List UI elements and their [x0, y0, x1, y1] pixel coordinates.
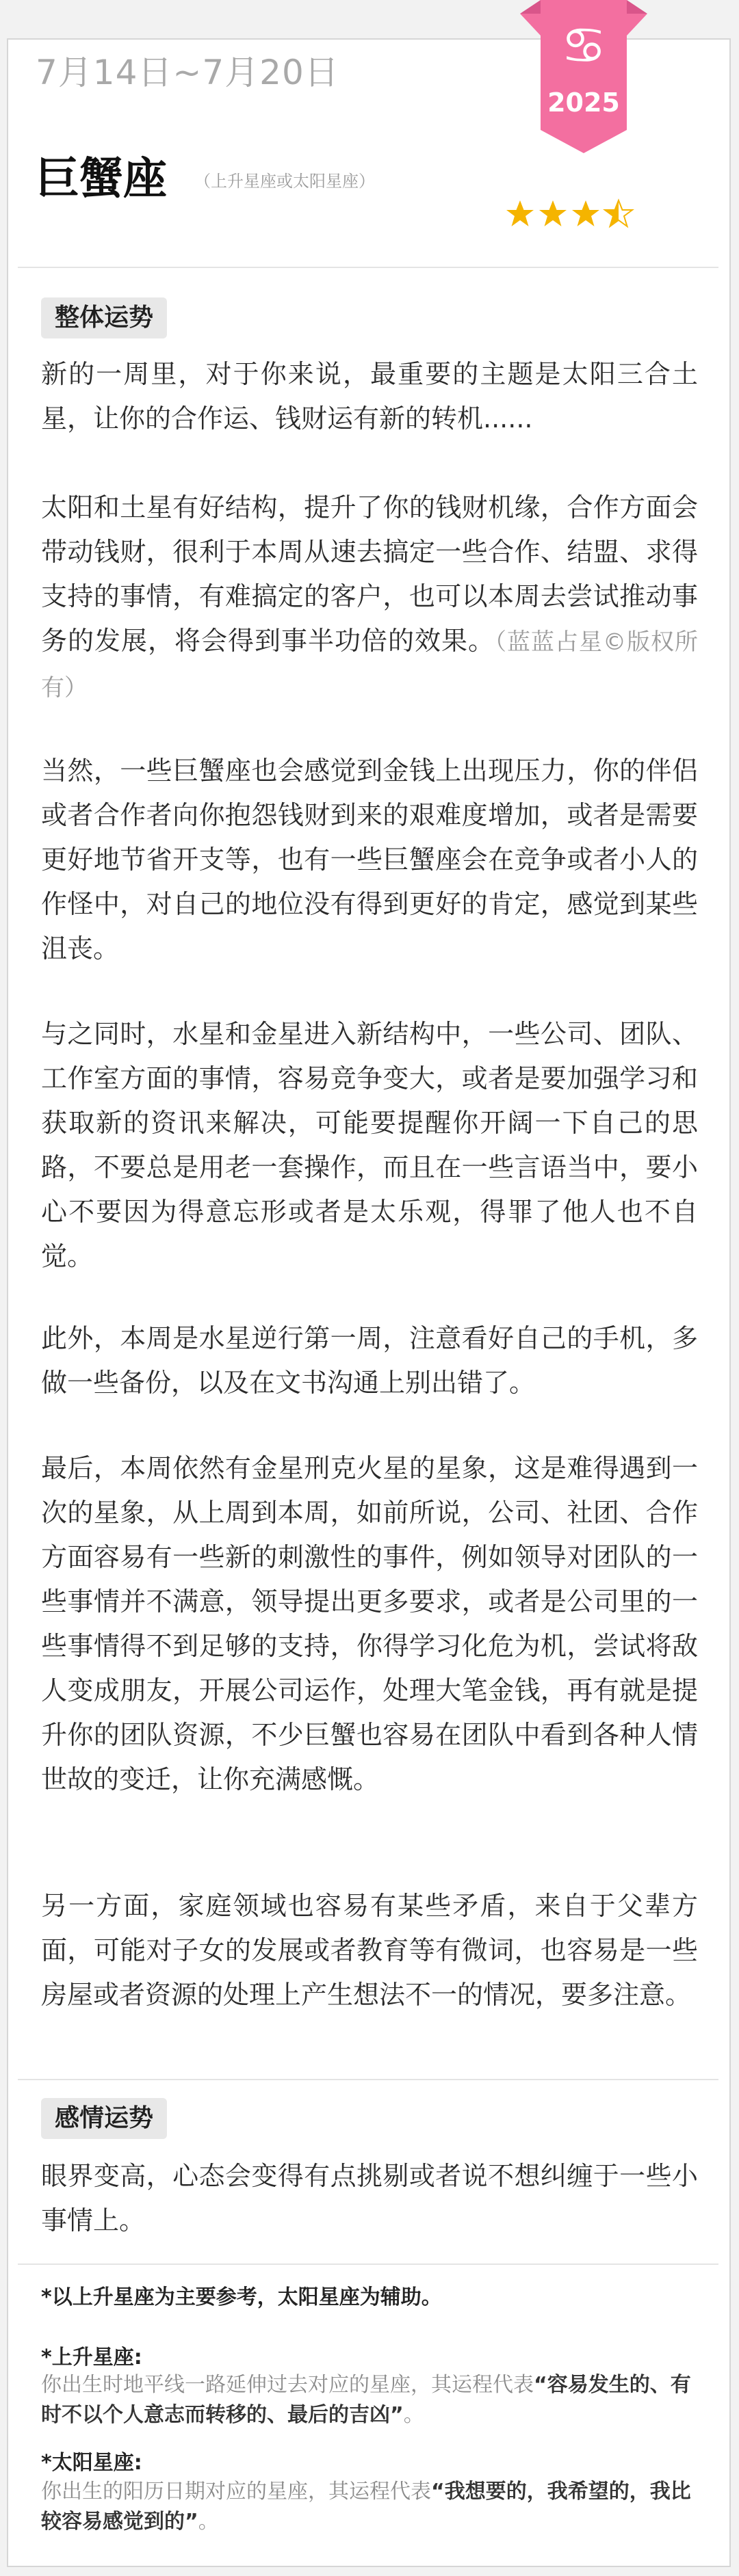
note-sun-text: 你出生的阳历日期对应的星座，其运程代表 [41, 2480, 431, 2504]
sign-note: （上升星座或太阳星座） [194, 172, 375, 191]
badge-year: 2025 [547, 88, 620, 118]
divider [18, 2079, 718, 2080]
section-tag-overall: 整体运势 [41, 297, 167, 338]
note-rising-text: 你出生时地平线一路延伸过去对应的星座，其运程代表 [41, 2373, 534, 2397]
overall-paragraph-4: 与之同时，水星和金星进入新结构中，一些公司、团队、工作室方面的事情，容易竞争变大，或者是要加强学习和获取新的资讯来解决，可能要提醒你开阔一下自己的思路，不要总是用老一套操作，而且在一些言语当中，要小心不要因为得意忘形或者是太乐观，得罪了他人也不自觉。 [41, 1019, 698, 1271]
sign-title: 巨蟹座 [36, 154, 167, 204]
cancer-icon: ♋ [560, 16, 607, 75]
note-rising-body [41, 2370, 698, 2430]
note-sun-quote: “我想要的，我希望的，我比较容易感觉到的” [41, 2480, 691, 2534]
section-tag-love: 感情运势 [41, 2098, 167, 2139]
date-range: 7月14日~7月20日 [36, 53, 339, 92]
star-icon [506, 200, 534, 226]
copyright-note: （蓝蓝占星©版权所有） [41, 628, 698, 702]
overall-paragraph-7: 另一方面，家庭领域也容易有某些矛盾，来自于父辈方面，可能对子女的发展或者教育等有微词，也容易是一些房屋或者资源的处理上产生想法不一的情况，要多注意。 [41, 1891, 698, 2010]
year-badge [520, 0, 647, 153]
rating-stars [505, 194, 642, 235]
note-rising-quote: “容易发生的、有时不以个人意志而转移的、最后的吉凶” [41, 2373, 691, 2427]
note-rising-end: 。 [403, 2403, 424, 2427]
half-star-icon [605, 200, 632, 226]
star-icon [539, 200, 567, 226]
overall-paragraph-2 [41, 486, 698, 711]
overall-paragraph-2-text: 太阳和土星有好结构，提升了你的钱财机缘，合作方面会带动钱财，很利于本周从速去搞定一些合作、结盟、求得支持的事情，有难搞定的客户，也可以本周去尝试推动事务的发展，将会得到事半功倍的效果。 [41, 492, 698, 656]
note-sun-title: *太阳星座: [41, 2451, 142, 2475]
overall-paragraph-1: 新的一周里，对于你来说，最重要的主题是太阳三合土星，让你的合作运、钱财运有新的转机...... [41, 359, 698, 434]
star-icon [572, 200, 599, 226]
divider [18, 2263, 718, 2265]
note-main: *以上升星座为主要参考，太阳星座为辅助。 [41, 2285, 442, 2309]
love-paragraph: 眼界变高，心态会变得有点挑剔或者说不想纠缠于一些小事情上。 [41, 2161, 698, 2235]
overall-paragraph-6: 最后，本周依然有金星刑克火星的星象，这是难得遇到一次的星象，从上周到本周，如前所说，公司、社团、合作方面容易有一些新的刺激性的事件，例如领导对团队的一些事情并不满意，领导提出更多要求，或者是公司里的一些事情得不到足够的支持，你得学习化危为机，尝试将敌人变成朋友，开展公司运作，处理大笔金钱，再有就是提升你的团队资源，不少巨蟹也容易在团队中看到各种人情世故的变迁，让你充满感慨。 [41, 1453, 698, 1794]
divider [18, 267, 718, 268]
note-sun-body [41, 2477, 698, 2537]
overall-paragraph-3: 当然，一些巨蟹座也会感觉到金钱上出现压力，你的伴侣或者合作者向你抱怨钱财到来的艰难度增加，或者是需要更好地节省开支等，也有一些巨蟹座会在竞争或者小人的作怪中，对自己的地位没有得到更好的肯定，感觉到某些沮丧。 [41, 756, 698, 964]
note-rising-title: *上升星座: [41, 2346, 142, 2369]
overall-paragraph-5: 此外，本周是水星逆行第一周，注意看好自己的手机，多做一些备份，以及在文书沟通上别出错了。 [41, 1323, 698, 1398]
note-sun-end: 。 [198, 2510, 219, 2534]
